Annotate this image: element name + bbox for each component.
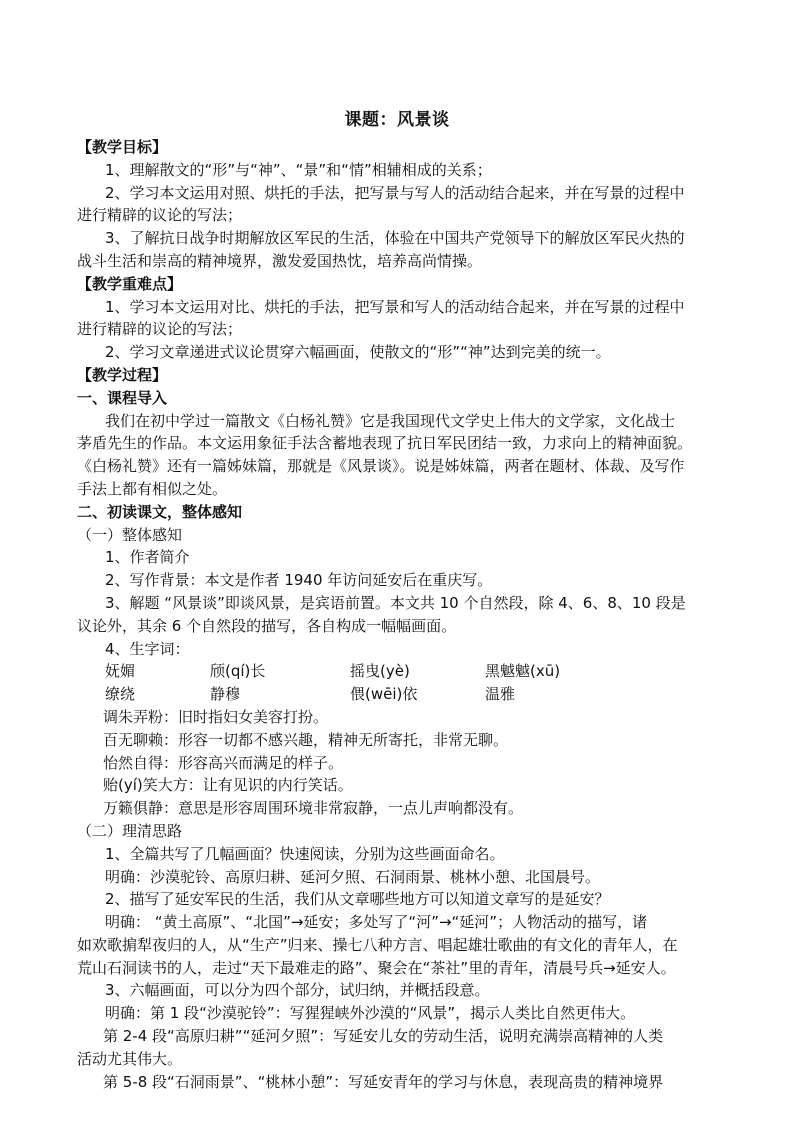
vocab-word: 静穆: [210, 685, 241, 704]
vocab-word: 妩媚: [105, 662, 136, 681]
vocab-definition: 百无聊赖：形容一切都不感兴趣，精神无所寄托，非常无聊。: [103, 730, 509, 749]
section-heading-key-points: 【教学重难点】: [77, 274, 183, 293]
section-heading-goals: 【教学目标】: [77, 138, 168, 156]
vocab-definition: 怡然自得：形容高兴而满足的样子。: [103, 753, 344, 772]
paragraph-line: 议论外，其余 6 个自然段的描写，各自构成一幅幅画面。: [77, 616, 457, 635]
paragraph-line: 明确：沙漠驼铃、高原归耕、延河夕照、石洞雨景、桃林小憩、北国晨号。: [105, 867, 601, 886]
sub-heading: （一）整体感知: [77, 525, 183, 544]
paragraph-line: 活动尤其伟大。: [77, 1049, 183, 1068]
paragraph-line: 进行精辟的议论的写法；: [77, 320, 243, 339]
vocab-definition: 贻(yí)笑大方：让有见识的内行笑话。: [103, 776, 353, 795]
paragraph-line: 2、学习本文运用对照、烘托的手法，把写景与写人的活动结合起来，并在写景的过程中: [105, 183, 685, 202]
subsection-heading: 一、课程导入: [77, 388, 168, 407]
vocab-word: 颀(qí)长: [210, 662, 266, 681]
paragraph-line: 3、六幅画面，可以分为四个部分，试归纳，并概括段意。: [105, 981, 490, 1000]
paragraph-line: 1、全篇共写了几幅画面？快速阅读，分别为这些画面命名。: [105, 844, 505, 863]
vocab-row: [77, 683, 723, 706]
paragraph-line: 1、学习本文运用对比、烘托的手法，把写景和写人的活动结合起来，并在写景的过程中: [105, 297, 685, 316]
vocab-word: 缭绕: [105, 685, 136, 704]
paragraph-line: 进行精辟的议论的写法；: [77, 206, 243, 225]
paragraph-line: 明确： “黄土高原”、“北国”→延安；多处写了“河”→“延河”；人物活动的描写，诸: [105, 913, 648, 932]
paragraph-line: 荒山石洞读书的人，走过“天下最难走的路”、聚会在“茶社”里的青年，清晨号兵→延安人。: [77, 958, 676, 977]
paragraph-line: 2、描写了延安军民的生活，我们从文章哪些地方可以知道文章写的是延安？: [105, 890, 610, 909]
vocab-definition: 万籁俱静：意思是形容周围环境非常寂静，一点儿声响都没有。: [103, 799, 524, 818]
paragraph-line: 茅盾先生的作品。本文运用象征手法含蓄地表现了抗日军民团结一致，力求向上的精神面貌。: [77, 434, 693, 453]
paragraph-line: 1、作者简介: [105, 548, 190, 567]
paragraph-line: 第 2-4 段“高原归耕”“延河夕照”：写延安儿女的劳动生活，说明充满崇高精神的人类: [103, 1027, 664, 1046]
sub-heading: （二）理清思路: [77, 821, 183, 840]
paragraph-line: 3、解题 “风景谈”即谈风景，是宾语前置。本文共 10 个自然段，除 4、6、8、10 段是: [105, 593, 686, 612]
vocab-definition: 调朱弄粉：旧时指妇女美容打扮。: [103, 707, 329, 726]
vocab-row: [77, 660, 723, 683]
paragraph-line: 第 5-8 段“石洞雨景”、“桃林小憩”：写延安青年的学习与休息，表现高贵的精神境界: [103, 1072, 664, 1091]
vocab-word: 摇曳(yè): [350, 662, 410, 681]
paragraph-line: 2、写作背景：本文是作者 1940 年访问延安后在重庆写。: [105, 571, 493, 590]
paragraph-line: 1、理解散文的“形”与“神”、“景”和“情”相辅相成的关系；: [105, 160, 492, 179]
document-body: [77, 136, 723, 1093]
vocab-word: 温雅: [485, 685, 516, 704]
paragraph-line: 手法上都有相似之处。: [77, 479, 228, 498]
paragraph-line: 3、了解抗日战争时期解放区军民的生活，体验在中国共产党领导下的解放区军民火热的: [105, 229, 685, 248]
paragraph-line: 4、生字词：: [105, 639, 190, 658]
paragraph-line: 如欢歌掮犁夜归的人，从“生产”归来、操七八种方言、唱起雄壮歌曲的有文化的青年人，在: [77, 935, 678, 954]
paragraph-line: 《白杨礼赞》还有一篇姊妹篇，那就是《风景谈》。说是姊妹篇，两者在题材、体裁、及写作: [77, 457, 685, 476]
paragraph-line: 我们在初中学过一篇散文《白杨礼赞》它是我国现代文学史上伟大的文学家，文化战士: [105, 411, 676, 430]
paragraph-line: 2、学习文章递进式议论贯穿六幅画面，使散文的“形”“神”达到完美的统一。: [105, 343, 611, 362]
subsection-heading: 二、初读课文，整体感知: [77, 502, 243, 521]
paragraph-line: 明确：第 1 段“沙漠驼铃”：写猩猩峡外沙漠的“风景”，揭示人类比自然更伟大。: [105, 1004, 636, 1023]
page-title: 课题：风景谈: [344, 110, 450, 130]
section-heading-process: 【教学过程】: [77, 365, 168, 384]
paragraph-line: 战斗生活和崇高的精神境界，激发爱国热忱，培养高尚情操。: [77, 251, 483, 270]
vocab-word: 黑魆魆(xū): [485, 662, 561, 681]
vocab-word: 偎(wēi)依: [350, 685, 418, 704]
